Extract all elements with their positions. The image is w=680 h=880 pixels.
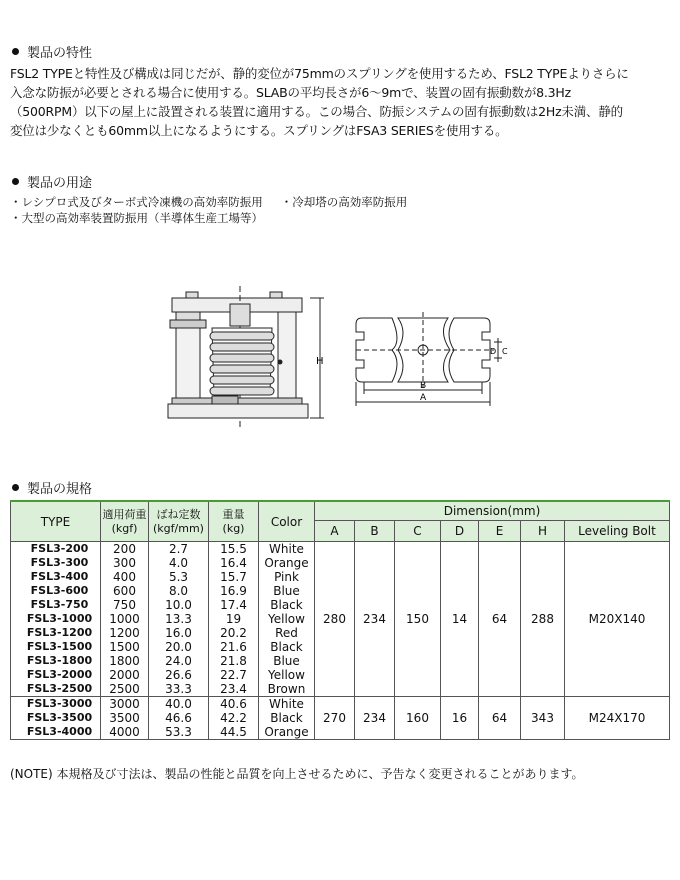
features-heading-text: 製品の特性 [27, 46, 93, 61]
cell-a: 270 [315, 697, 355, 740]
load-cell: 600 [113, 584, 136, 598]
load-cell: 3000 [109, 697, 140, 711]
spring-cell: 26.6 [165, 668, 192, 682]
spring-cell: 40.0 [165, 697, 192, 711]
cell-b: 234 [355, 697, 395, 740]
spring-cell: 5.3 [168, 570, 189, 584]
color-cell: Blue [273, 584, 300, 598]
color-cell: Pink [274, 570, 299, 584]
color-cell: Red [275, 626, 298, 640]
spring-cell: 46.6 [165, 711, 192, 725]
header-d: D [441, 521, 479, 542]
spring-cell: 2.7 [168, 542, 189, 556]
type-cell: FSL3-1500 [26, 640, 93, 653]
weight-cell: 42.2 [220, 711, 247, 725]
header-b: B [355, 521, 395, 542]
cell-c: 150 [395, 542, 441, 697]
color-cell: White [269, 697, 304, 711]
spring-cell: 13.3 [165, 612, 192, 626]
type-list [11, 697, 101, 740]
weight-cell: 22.7 [220, 668, 247, 682]
spring-list [149, 697, 209, 740]
header-weight-unit: (kg) [222, 521, 245, 535]
spring-cell: 20.0 [165, 640, 192, 654]
type-cell: FSL3-1000 [26, 612, 93, 625]
header-h: H [521, 521, 565, 542]
load-list [101, 542, 149, 697]
cell-e: 64 [479, 542, 521, 697]
plan-view [356, 312, 502, 406]
features-line: （500RPM）以下の屋上に設置される装置に適用する。この場合、防振システムの固有振動数は2Hz未満、静的 [10, 104, 623, 119]
type-cell: FSL3-200 [30, 542, 89, 555]
header-spring [149, 501, 209, 542]
uses-list [10, 194, 407, 226]
cell-c: 160 [395, 697, 441, 740]
header-spring-line: ばね定数 [156, 507, 201, 521]
spec-table [10, 500, 670, 740]
load-cell: 4000 [109, 725, 140, 739]
type-cell: FSL3-750 [30, 598, 89, 611]
note-text: (NOTE) 本規格及び寸法は、製品の性能と品質を向上させるために、予告なく変更されることがあります。 [10, 767, 584, 781]
features-line: 変位は少なくとも60mm以上になるようにする。スプリングはFSA3 SERIESを使用する。 [10, 123, 508, 138]
header-spring-unit: (kgf/mm) [153, 521, 204, 535]
weight-cell: 16.9 [220, 584, 247, 598]
dim-label-d: D [490, 347, 497, 356]
color-cell: Brown [267, 682, 306, 696]
specs-heading-text: 製品の規格 [27, 482, 93, 497]
header-c: C [395, 521, 441, 542]
use-item: ・レシプロ式及びターボ式冷凍機の高効率防振用 [10, 195, 263, 209]
type-list [11, 542, 101, 697]
spring-cell: 53.3 [165, 725, 192, 739]
type-cell: FSL3-4000 [26, 725, 93, 738]
bullet-icon [12, 48, 19, 55]
spring-cell: 24.0 [165, 654, 192, 668]
color-list [259, 697, 315, 740]
spring-cell: 8.0 [168, 584, 189, 598]
spring-cell: 16.0 [165, 626, 192, 640]
type-cell: FSL3-3000 [26, 697, 93, 710]
color-cell: White [269, 542, 304, 556]
dim-label-a: A [420, 393, 427, 403]
header-a: A [315, 521, 355, 542]
spring-list [149, 542, 209, 697]
cell-e: 64 [479, 697, 521, 740]
color-cell: Orange [264, 556, 309, 570]
type-cell: FSL3-300 [30, 556, 89, 569]
color-cell: Yellow [268, 668, 305, 682]
weight-cell: 40.6 [220, 697, 247, 711]
use-item: ・大型の高効率装置防振用（半導体生産工場等） [10, 211, 263, 225]
load-cell: 2500 [109, 682, 140, 696]
specs-heading [10, 478, 92, 497]
dim-label-c: C [502, 347, 508, 356]
type-cell: FSL3-1800 [26, 654, 93, 667]
color-cell: Orange [264, 725, 309, 739]
header-load [101, 501, 149, 542]
header-color: Color [259, 501, 315, 542]
weight-cell: 17.4 [220, 598, 247, 612]
cell-bolt: M24X170 [565, 697, 670, 740]
cell-h: 343 [521, 697, 565, 740]
type-cell: FSL3-2500 [26, 682, 93, 695]
front-view [168, 286, 324, 428]
product-drawing [150, 282, 530, 432]
load-cell: 1500 [109, 640, 140, 654]
load-cell: 750 [113, 598, 136, 612]
weight-list [209, 697, 259, 740]
bullet-icon [12, 484, 19, 491]
weight-cell: 16.4 [220, 556, 247, 570]
load-cell: 200 [113, 542, 136, 556]
type-cell: FSL3-1200 [26, 626, 93, 639]
features-line: 入念な防振が必要とされる場合に使用する。SLABの平均長さが6～9mで、装置の固有振動数が8.3Hz [10, 85, 571, 100]
table-row [11, 542, 670, 697]
dim-label-h: H [316, 356, 324, 367]
type-cell: FSL3-400 [30, 570, 89, 583]
cell-b: 234 [355, 542, 395, 697]
weight-cell: 20.2 [220, 626, 247, 640]
load-cell: 1800 [109, 654, 140, 668]
weight-cell: 15.5 [220, 542, 247, 556]
header-weight [209, 501, 259, 542]
cell-d: 14 [441, 542, 479, 697]
header-load-unit: (kgf) [111, 521, 138, 535]
cell-d: 16 [441, 697, 479, 740]
load-list [101, 697, 149, 740]
features-heading [10, 42, 92, 61]
weight-cell: 15.7 [220, 570, 247, 584]
type-cell: FSL3-3500 [26, 711, 93, 724]
load-cell: 1200 [109, 626, 140, 640]
header-dimension: Dimension(mm) [315, 501, 670, 521]
color-list [259, 542, 315, 697]
load-cell: 400 [113, 570, 136, 584]
load-cell: 300 [113, 556, 136, 570]
cell-a: 280 [315, 542, 355, 697]
header-type: TYPE [11, 501, 101, 542]
weight-list [209, 542, 259, 697]
type-cell: FSL3-2000 [26, 668, 93, 681]
cell-bolt: M20X140 [565, 542, 670, 697]
use-item: ・冷却塔の高効率防振用 [280, 195, 408, 209]
dim-label-b: B [420, 381, 427, 391]
header-e: E [479, 521, 521, 542]
color-cell: Yellow [268, 612, 305, 626]
features-paragraph [10, 64, 670, 140]
uses-heading [10, 172, 92, 191]
features-line: FSL2 TYPEと特性及び構成は同じだが、静的変位が75mmのスプリングを使用するため、FSL2 TYPEよりさらに [10, 66, 629, 81]
load-cell: 1000 [109, 612, 140, 626]
uses-heading-text: 製品の用途 [27, 176, 93, 191]
spring-cell: 10.0 [165, 598, 192, 612]
weight-cell: 21.8 [220, 654, 247, 668]
load-cell: 2000 [109, 668, 140, 682]
color-cell: Black [270, 598, 303, 612]
table-row [11, 697, 670, 740]
weight-cell: 23.4 [220, 682, 247, 696]
weight-cell: 21.6 [220, 640, 247, 654]
header-bolt: Leveling Bolt [565, 521, 670, 542]
bullet-icon [12, 178, 19, 185]
header-weight-line: 重量 [222, 507, 245, 521]
weight-cell: 19 [225, 612, 242, 626]
color-cell: Black [270, 640, 303, 654]
color-cell: Black [270, 711, 303, 725]
header-load-line: 適用荷重 [102, 507, 147, 521]
load-cell: 3500 [109, 711, 140, 725]
type-cell: FSL3-600 [30, 584, 89, 597]
color-cell: Blue [273, 654, 300, 668]
weight-cell: 44.5 [220, 725, 247, 739]
spring-cell: 4.0 [168, 556, 189, 570]
spring-cell: 33.3 [165, 682, 192, 696]
cell-h: 288 [521, 542, 565, 697]
